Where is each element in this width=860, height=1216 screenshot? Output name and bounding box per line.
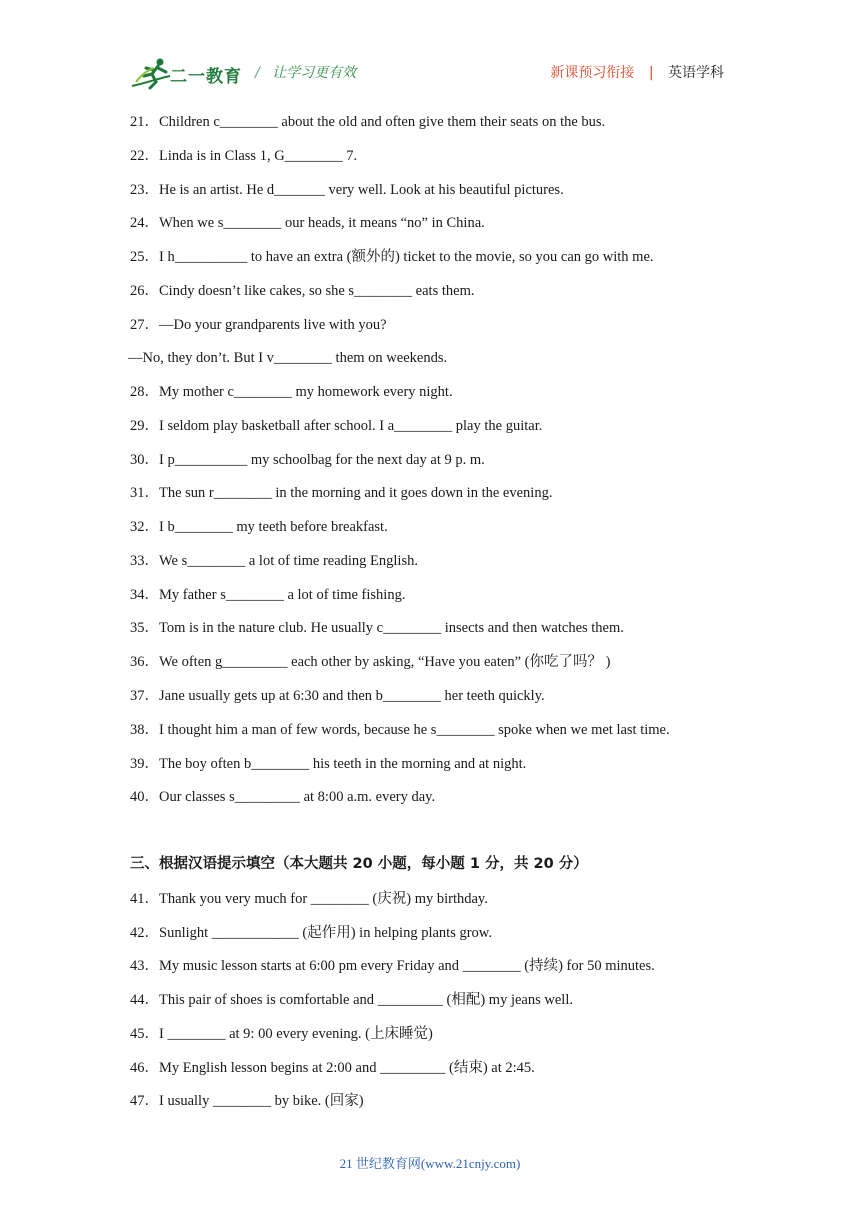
slogan-text: 让学习更有效 (272, 65, 357, 81)
question-42: 42．Sunlight ____________ (起作用) in helping plants grow. (130, 925, 492, 941)
logo-text: 二一教育 (170, 67, 242, 87)
question-36: 36．We often g_________ each other by asking, “Have you eaten” (你吃了吗？ ) (130, 654, 611, 670)
page-footer: 21 世纪教育网(www.21cnjy.com) (339, 1156, 521, 1171)
question-43: 43．My music lesson starts at 6:00 pm every Friday and ________ (持续) for 50 minutes. (130, 958, 655, 974)
header-course-info (550, 62, 724, 82)
question-26: 26．Cindy doesn’t like cakes, so she s________ eats them. (130, 283, 475, 299)
header-slogan (255, 62, 356, 82)
question-28: 28．My mother c________ my homework every night. (130, 384, 453, 400)
page-header (0, 0, 860, 100)
question-41: 41．Thank you very much for ________ (庆祝) my birthday. (130, 891, 488, 907)
question-21: 21．Children c________ about the old and often give them their seats on the bus. (130, 114, 606, 130)
question-39: 39．The boy often b________ his teeth in the morning and at night. (130, 756, 527, 772)
question-45: 45．I ________ at 9: 00 every evening. (上床睡觉) (130, 1026, 433, 1042)
question-32: 32．I b________ my teeth before breakfast. (130, 519, 388, 535)
question-37: 37．Jane usually gets up at 6:30 and then b________ her teeth quickly. (130, 688, 545, 704)
question-24: 24．When we s________ our heads, it means “no” in China. (130, 215, 485, 231)
header-separator: | (648, 65, 654, 81)
question-23: 23．He is an artist. He d_______ very well. Look at his beautiful pictures. (130, 182, 564, 198)
question-44: 44．This pair of shoes is comfortable and _________ (相配) my jeans well. (130, 992, 573, 1008)
question-35: 35．Tom is in the nature club. He usually c________ insects and then watches them. (130, 620, 624, 636)
question-47: 47．I usually ________ by bike. (回家) (130, 1093, 364, 1109)
course-name: 新课预习衔接 (550, 65, 635, 81)
question-34: 34．My father s________ a lot of time fishing. (130, 587, 406, 603)
question-46: 46．My English lesson begins at 2:00 and _________ (结束) at 2:45. (130, 1060, 535, 1076)
question-25: 25．I h__________ to have an extra (额外的) ticket to the movie, so you can go with me. (130, 249, 654, 265)
question-29: 29．I seldom play basketball after school. I a________ play the guitar. (130, 418, 543, 434)
section-3-title: 三、根据汉语提示填空（本大题共 20 小题，每小题 1 分，共 20 分） (130, 856, 588, 872)
question-40: 40．Our classes s_________ at 8:00 a.m. every day. (130, 789, 436, 805)
slogan-slash: / (255, 65, 260, 81)
question-30: 30．I p__________ my schoolbag for the next day at 9 p. m. (130, 452, 485, 468)
question-27: 27．—Do your grandparents live with you? (130, 317, 387, 333)
question-22: 22．Linda is in Class 1, G________ 7. (130, 148, 358, 164)
question-33: 33．We s________ a lot of time reading English. (130, 553, 418, 569)
question-27-answer: —No, they don’t. But I v________ them on weekends. (128, 350, 448, 366)
question-38: 38．I thought him a man of few words, because he s________ spoke when we met last time. (130, 722, 670, 738)
question-31: 31．The sun r________ in the morning and it goes down in the evening. (130, 485, 553, 501)
subject-name: 英语学科 (668, 65, 724, 81)
